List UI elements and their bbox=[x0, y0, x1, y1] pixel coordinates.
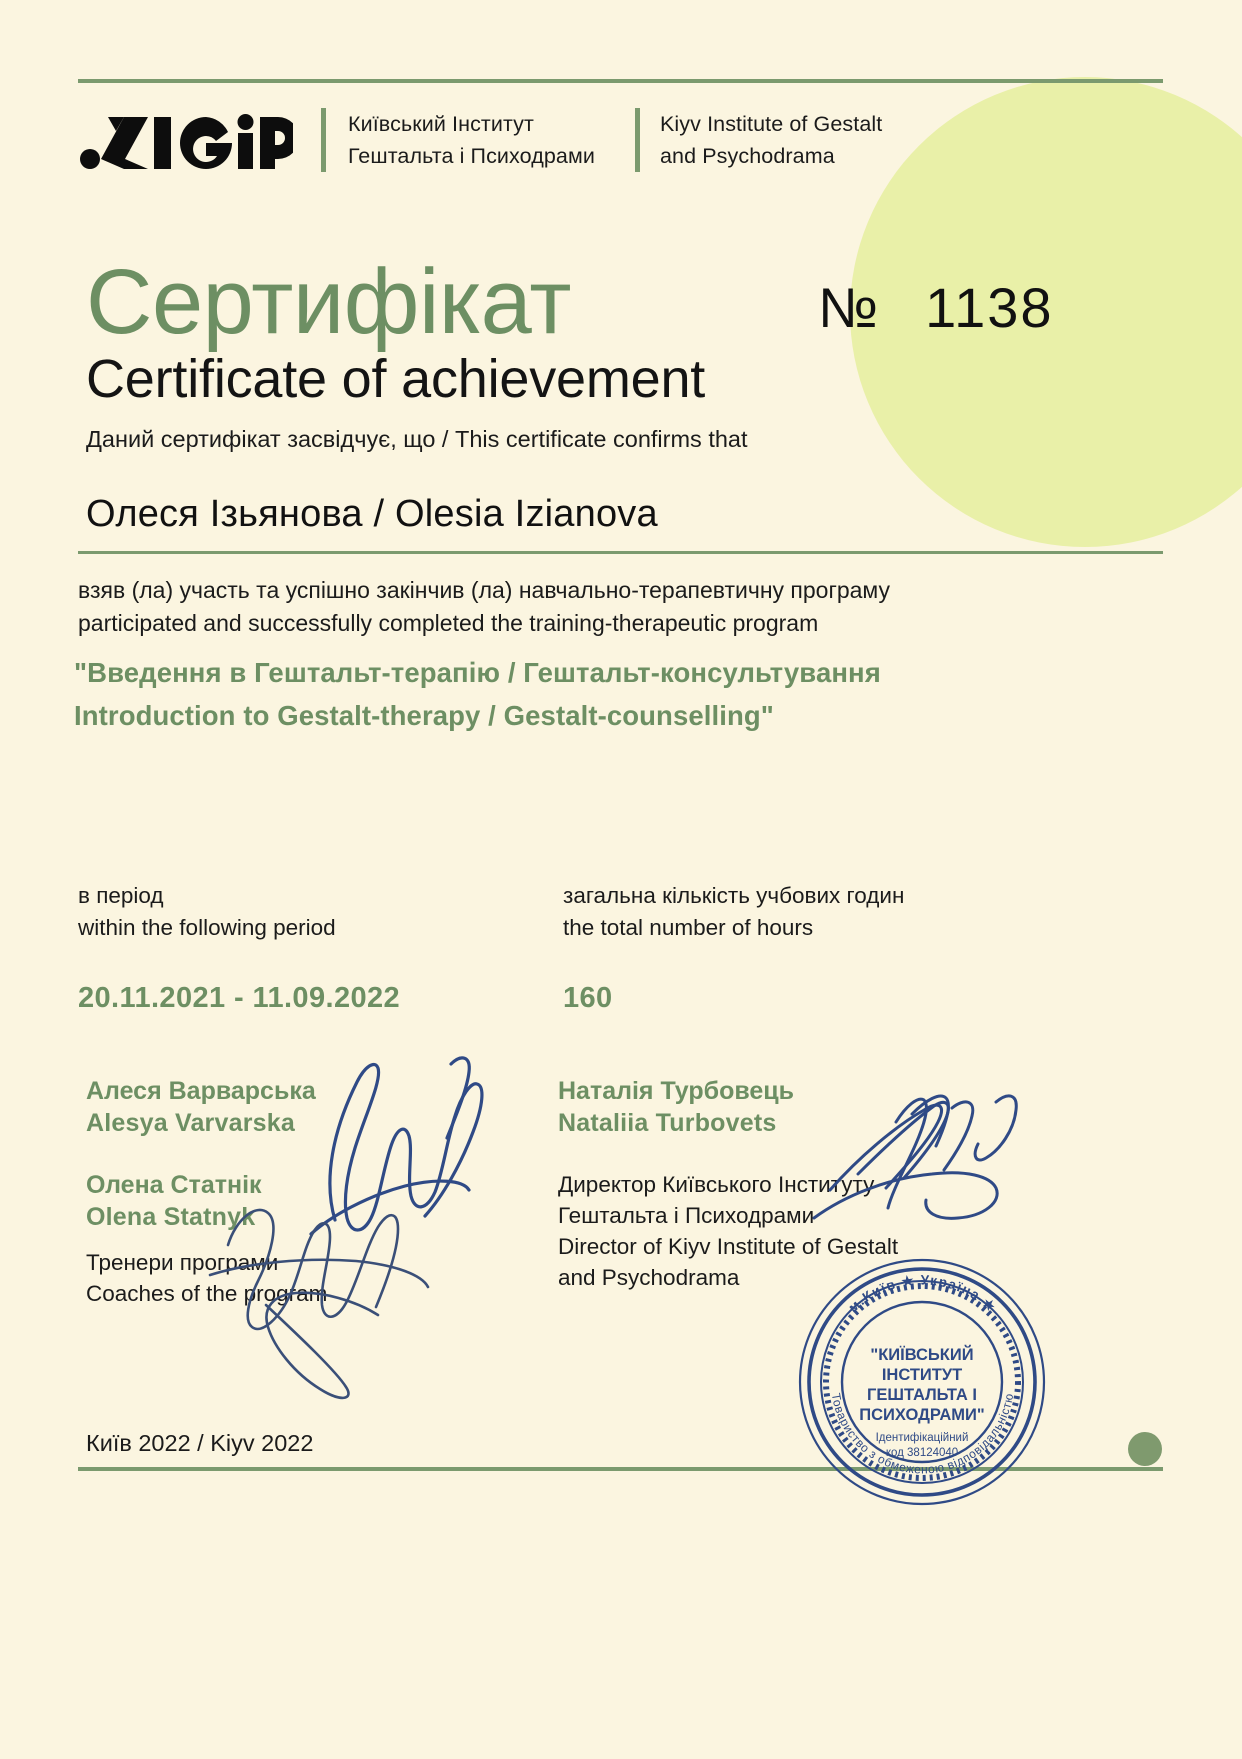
org-en-line-2: and Psychodrama bbox=[659, 143, 835, 168]
program-line-1: "Введення в Гештальт-терапію / Гештальт-консультування bbox=[74, 657, 881, 688]
coaches-role-en: Coaches of the program bbox=[86, 1281, 328, 1307]
kigip-logo bbox=[78, 109, 293, 171]
hours-column bbox=[563, 880, 904, 1015]
hours-label bbox=[563, 880, 904, 944]
coach-2-name-en: Olena Statnyk bbox=[86, 1203, 256, 1231]
period-label bbox=[78, 880, 400, 944]
number-symbol: № bbox=[818, 276, 880, 339]
period-value: 20.11.2021 - 11.09.2022 bbox=[78, 981, 401, 1014]
stamp-line-5: Ідентифікаційний bbox=[875, 1432, 969, 1444]
decorative-dot bbox=[1128, 1432, 1162, 1466]
stamp-outer-top-text: м.Київ ★ Україна ★ bbox=[845, 1272, 1000, 1316]
spacer bbox=[86, 1233, 327, 1247]
confirms-line: Даний сертифікат засвідчує, що / This certificate confirms that bbox=[86, 426, 748, 452]
director-role-ua-1: Директор Київського Інституту bbox=[558, 1172, 875, 1197]
org-name-ua-block bbox=[321, 108, 595, 172]
org-name-en bbox=[660, 108, 882, 172]
participation-ua: взяв (ла) участь та успішно закінчив (ла) навчально-терапевтичну програму bbox=[78, 577, 890, 603]
participation-text bbox=[78, 574, 890, 639]
recipient-name: Олеся Ізьянова / Olesia Izianova bbox=[86, 493, 658, 535]
stamp-line-3: ГЕШТАЛЬТА І bbox=[867, 1386, 977, 1404]
stamp-line-4: ПСИХОДРАМИ" bbox=[859, 1406, 985, 1424]
certificate-number bbox=[818, 276, 1054, 339]
period-label-ua: в період bbox=[78, 883, 164, 908]
official-stamp bbox=[795, 1255, 1050, 1510]
hours-label-en: the total number of hours bbox=[563, 914, 814, 940]
coaches-role-ua: Тренери програми bbox=[86, 1250, 279, 1275]
participation-en: participated and successfully completed the training-therapeutic program bbox=[78, 609, 819, 636]
period-label-en: within the following period bbox=[78, 914, 336, 940]
org-name-en-block bbox=[635, 108, 882, 172]
program-title bbox=[74, 652, 881, 737]
coaches-signature-block bbox=[86, 1075, 327, 1309]
org-name-ua bbox=[348, 108, 595, 172]
svg-text:м.Київ ★ Україна ★ bbox=[845, 1272, 999, 1315]
program-line-2: Introduction to Gestalt-therapy / Gestalt-counselling" bbox=[74, 699, 774, 731]
org-en-line-1: Kiyv Institute of Gestalt bbox=[659, 111, 883, 136]
director-name-en: Nataliia Turbovets bbox=[558, 1109, 777, 1137]
signature-section bbox=[0, 1075, 1242, 1375]
director-role-en-2: and Psychodrama bbox=[558, 1265, 740, 1291]
director-role-ua-2: Гештальта і Психодрами bbox=[558, 1203, 815, 1229]
divider-top bbox=[78, 79, 1163, 83]
certificate-title-en: Certificate of achievement bbox=[86, 349, 706, 409]
divider-under-name bbox=[78, 551, 1163, 554]
period-column bbox=[78, 880, 400, 1015]
coaches-role bbox=[86, 1247, 327, 1309]
coach-1-name-en: Alesya Varvarska bbox=[86, 1109, 295, 1137]
org-ua-line-1: Київський Інститут bbox=[348, 111, 534, 136]
coach-2-name-ua: Олена Статнік bbox=[86, 1171, 262, 1199]
footer-place-year: Київ 2022 / Kiyv 2022 bbox=[86, 1430, 314, 1456]
certificate-header bbox=[78, 100, 1168, 180]
stamp-outer-bottom-text: Товариство з обмеженою відповідальністю bbox=[828, 1391, 1017, 1477]
spacer bbox=[86, 1139, 327, 1169]
divider-vertical-en bbox=[635, 108, 640, 172]
org-ua-line-2: Гештальта і Психодрами bbox=[348, 143, 595, 168]
divider-vertical-ua bbox=[321, 108, 326, 172]
director-name-ua: Наталія Турбовець bbox=[558, 1077, 795, 1105]
hours-label-ua: загальна кількість учбових годин bbox=[563, 883, 905, 908]
stamp-line-1: "КИЇВСЬКИЙ bbox=[870, 1346, 974, 1364]
director-role-en-1: Director of Kiyv Institute of Gestalt bbox=[558, 1234, 899, 1260]
certificate-title-ua: Сертифікат bbox=[86, 251, 571, 353]
hours-value: 160 bbox=[563, 981, 613, 1014]
coach-1-name-ua: Алеся Варварська bbox=[86, 1077, 316, 1105]
stamp-line-6: код 38124040 bbox=[885, 1447, 959, 1459]
stamp-line-2: ІНСТИТУТ bbox=[881, 1366, 963, 1384]
number-value: 1138 bbox=[925, 276, 1054, 339]
spacer bbox=[558, 1139, 898, 1169]
